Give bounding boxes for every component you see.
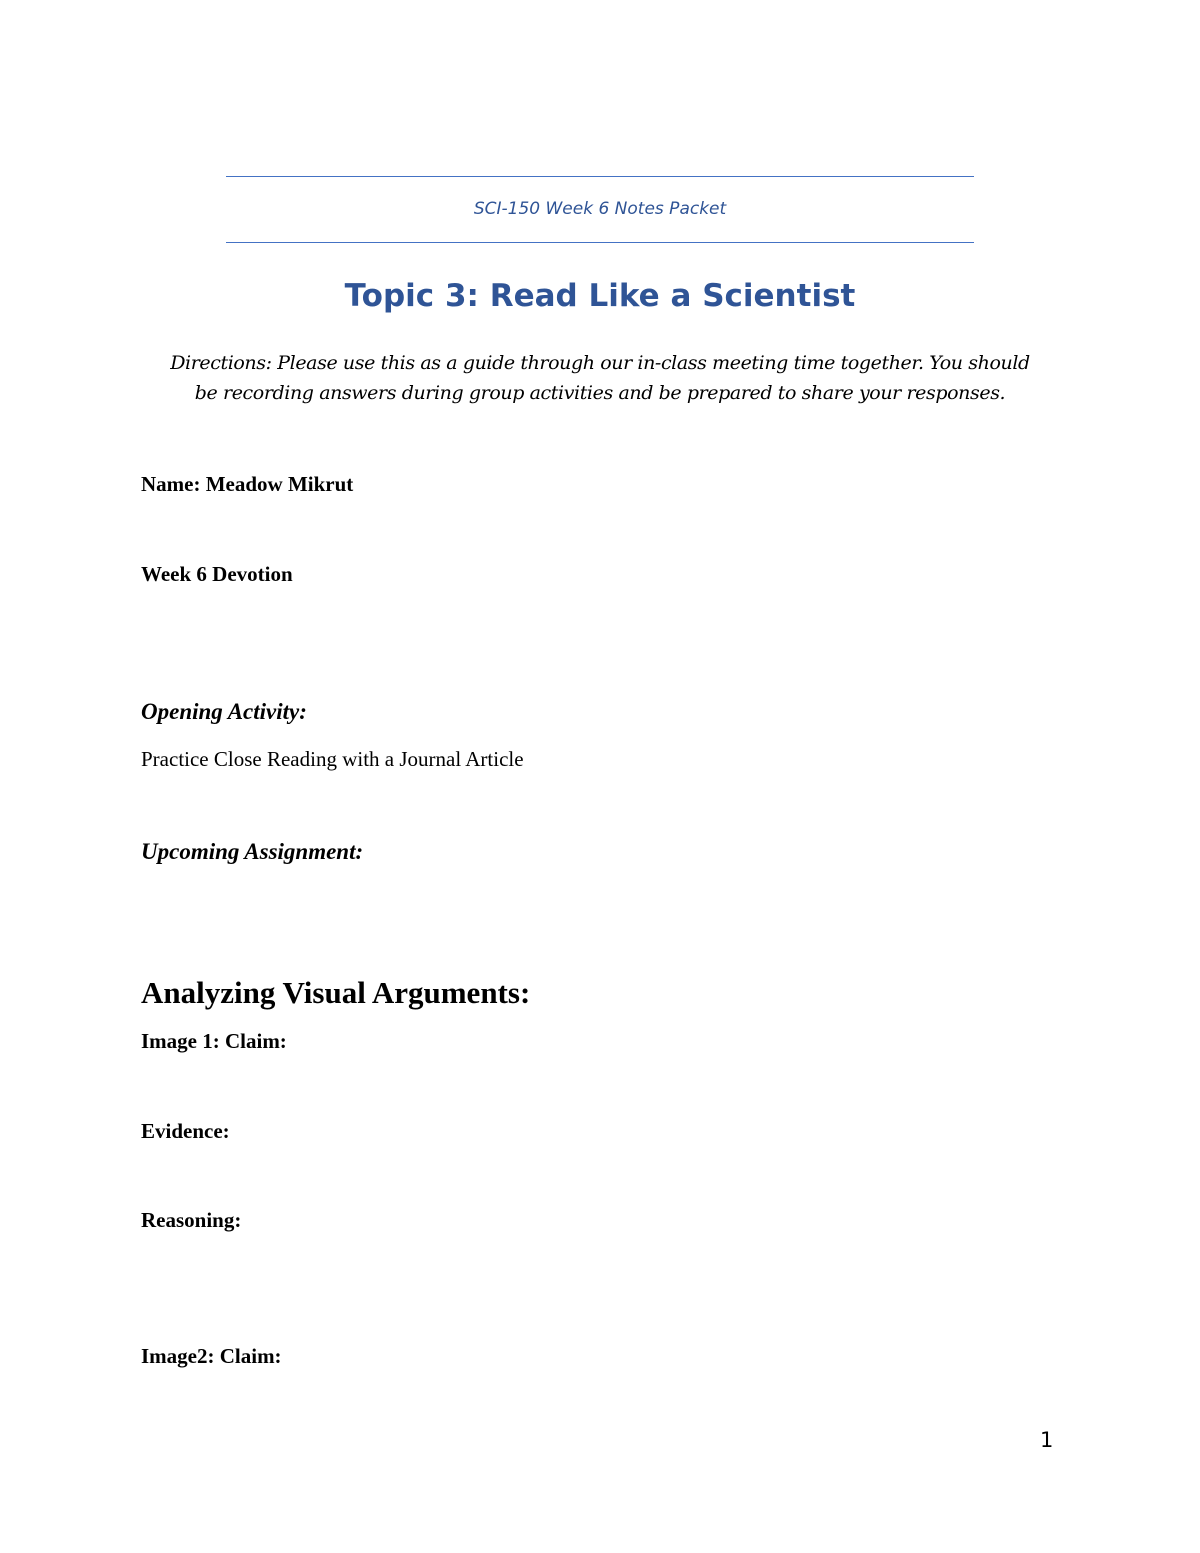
- directions-line-2: be recording answers during group activities and be prepared to share your responses.: [194, 382, 1006, 404]
- header-top-rule: [226, 176, 974, 177]
- directions-text: [140, 348, 1060, 408]
- header-bottom-rule: [226, 242, 974, 243]
- upcoming-assignment-heading: Upcoming Assignment:: [141, 839, 364, 864]
- devotion-label: Week 6 Devotion: [141, 562, 293, 586]
- image1-claim-label: Image 1: Claim:: [141, 1029, 287, 1053]
- name-field: Name: Meadow Mikrut: [141, 472, 354, 496]
- visual-arguments-heading: Analyzing Visual Arguments:: [141, 975, 531, 1010]
- document-title: Topic 3: Read Like a Scientist: [344, 278, 856, 314]
- opening-activity-text: Practice Close Reading with a Journal Article: [141, 747, 524, 771]
- page-number: 1: [1040, 1428, 1054, 1452]
- page-header-title: SCI-150 Week 6 Notes Packet: [473, 199, 727, 219]
- evidence-label: Evidence:: [141, 1119, 230, 1143]
- image2-claim-label: Image2: Claim:: [141, 1344, 282, 1368]
- reasoning-label: Reasoning:: [141, 1208, 242, 1232]
- directions-line-1: Directions: Please use this as a guide through our in-class meeting time together. You should: [170, 352, 1030, 374]
- opening-activity-heading: Opening Activity:: [141, 699, 307, 724]
